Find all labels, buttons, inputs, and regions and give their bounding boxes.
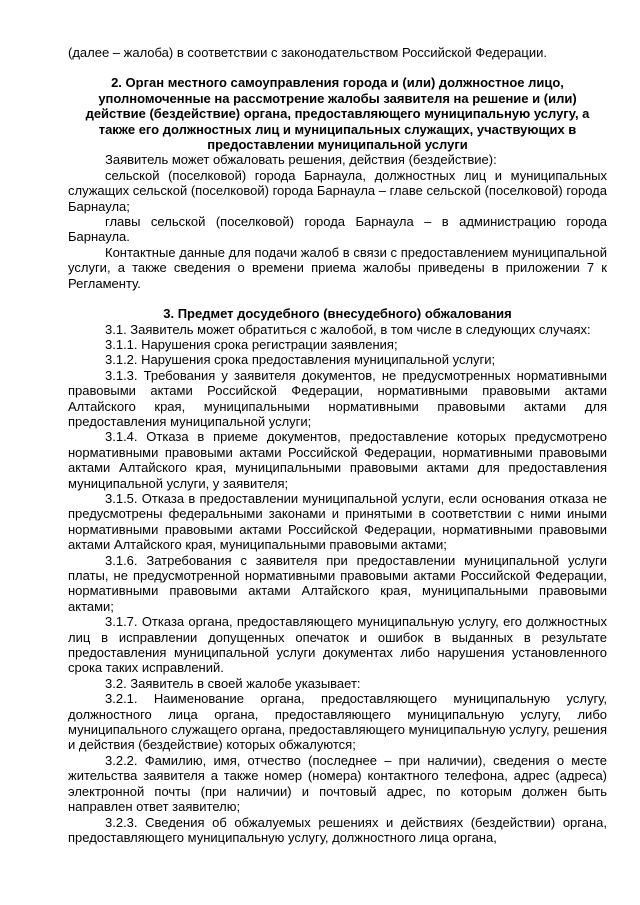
section-3-paragraph-7: 3.1.6. Затребования с заявителя при предоставлении муниципальной услуги платы, не предусмотренной нормативными правовыми актами Российской Федерации, нормативными правовыми актами Алтайского края, муниципальными правовыми актами;	[68, 552, 607, 614]
section-3-paragraph-10: 3.2.1. Наименование органа, предоставляющего муниципальную услугу, должностного лица органа, предоставляющего муниципальную услугу, либо муниципального служащего органа, предоставляющего муниципальную услугу, решения и действия (бездействие) которых обжалуются;	[68, 691, 607, 753]
section-2-paragraph-1: Заявитель может обжаловать решения, действия (бездействие):	[105, 152, 497, 168]
section-2-heading: 2. Орган местного самоуправления города и (или) должностное лицо, уполномоченные на рассмотрение жалобы заявителя на решение и (или) действие (бездействие) органа, предоставляющего муниципальную услугу, а также его должностных лиц и муниципальных служащих, участвующих в предоставлении муниципальной услуги	[85, 75, 590, 153]
section-2-paragraph-2: сельской (поселковой) города Барнаула, должностных лиц и муниципальных служащих сельской (поселковой) города Барнаула – главе сельской (поселковой) города Барнаула;	[68, 167, 607, 214]
section-3-paragraph-11: 3.2.2. Фамилию, имя, отчество (последнее – при наличии), сведения о месте жительства заявителя а также номер (номера) контактного телефона, адрес (адреса) электронной почты (при наличии) и почтовый адрес, по которым должен быть направлен ответ заявителю;	[68, 752, 607, 815]
lead-paragraph: (далее – жалоба) в соответствии с законодательством Российской Федерации.	[68, 45, 547, 60]
document-page	[68, 45, 607, 845]
section-3-paragraph-1: 3.1. Заявитель может обратиться с жалобой, в том числе в следующих случаях:	[105, 321, 591, 337]
section-3-heading: 3. Предмет досудебного (внесудебного) обжалования	[163, 306, 512, 322]
section-2-paragraph-4: Контактные данные для подачи жалоб в связи с предоставлением муниципальной услуги, а также сведения о времени приема жалобы приведены в приложении 7 к Регламенту.	[68, 244, 607, 291]
section-2-paragraph-3: главы сельской (поселковой) города Барнаула – в администрацию города Барнаула.	[68, 214, 607, 245]
section-3-paragraph-3: 3.1.2. Нарушения срока предоставления муниципальной услуги;	[105, 352, 496, 368]
section-3-paragraph-2: 3.1.1. Нарушения срока регистрации заявления;	[105, 336, 398, 352]
section-3-paragraph-4: 3.1.3. Требования у заявителя документов, не предусмотренных нормативными правовыми актами Российской Федерации, нормативными правовыми актами Алтайского края, муниципальными нормативными правовыми актами для предоставления муниципальной услуги;	[68, 367, 607, 429]
section-3-paragraph-9: 3.2. Заявитель в своей жалобе указывает:	[105, 675, 361, 691]
section-3-paragraph-8: 3.1.7. Отказа органа, предоставляющего муниципальную услугу, его должностных лиц в исправлении допущенных опечаток и ошибок в выданных в результате предоставления муниципальной услуги документах либо нарушения установленного срока таких исправлений.	[68, 614, 607, 676]
section-3-paragraph-6: 3.1.5. Отказа в предоставлении муниципальной услуги, если основания отказа не предусмотрены федеральными законами и принятыми в соответствии с ними иными нормативными правовыми актами Российской Федерации, нормативными правовыми актами Алтайского края, муниципальными правовыми актами;	[68, 490, 607, 553]
section-3-paragraph-5: 3.1.4. Отказа в приеме документов, предоставление которых предусмотрено нормативными правовыми актами Российской Федерации, нормативными правовыми актами Алтайского края, муниципальными правовыми актами для предоставления муниципальной услуги, у заявителя;	[68, 429, 607, 491]
section-3-paragraph-12: 3.2.3. Сведения об обжалуемых решениях и действиях (бездействии) органа, предоставляющего муниципальную услугу, должностного лица органа,	[68, 814, 607, 845]
